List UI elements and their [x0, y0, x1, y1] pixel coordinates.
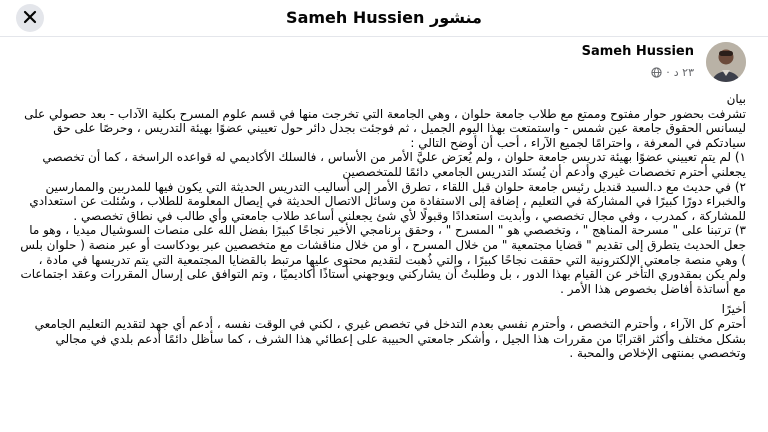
- post-paragraph: ٢) في حديث مع د.السيد قنديل رئيس جامعة حلوان قبل اللقاء ، تطرق الأمر إلى أساليب التدريس الحديثة التي يكون فيها للمدربين والممارسين والخبراء دورًا كبيرًا في المشاركة في التعليم ، إضافة إلى الاستفادة من وسائل الاتصال الحديثة في إيصال المعلومة للطلاب ، وسُئلت عن استعدادي للمشاركة ، كمدرب ، وفي مجال تخصصي ، وأبديت استعدادًا وقبولًا لأي شئ يجعلني أساعد طلاب جامعتي وأي طالب في نطاق تخصصي .: [29, 179, 746, 223]
- post-paragraph: ١) لم يتم تعييني عضوًا بهيئة تدريس جامعة حلوان ، ولم يُعرَض عليَّ الأمر من الأساس ، فالسلك الأكاديمي له قواعده الراسخة ، كما أن تخصصي يجعلني أحترم تخصصات غيري وأدعم أن يُسنَد التدريس الجامعي دائمًا للمتخصصين: [42, 150, 746, 179]
- globe-icon: [651, 63, 662, 82]
- post-meta: [651, 63, 694, 82]
- close-icon: [23, 9, 37, 28]
- post-text: [18, 92, 746, 361]
- post-time[interactable]: ٢٣ د: [673, 66, 694, 79]
- avatar[interactable]: [706, 42, 746, 82]
- post-paragraph: تشرفت بحضور حوار مفتوح وممتع مع طلاب جامعة حلوان ، وهي الجامعة التي تخرجت منها في قسم علوم المسرح بكلية الآداب - بعد حصولي على ليسانس الحقوق جامعة عين شمس - واستمتعت بهذا اليوم الجميل ، ثم فوجئت بجدل دائر حول تعييني عضوًا بهيئة التدريس ، وحرصًا على حق سيادتكم في المعرفة ، واحترامًا لجميع الآراء ، أحب أن أوضح التالي :: [24, 106, 746, 150]
- post-header: [446, 42, 746, 86]
- post-paragraph: أخيرًا: [721, 302, 746, 317]
- meta-separator: ·: [666, 66, 670, 79]
- page-title: منشور Sameh Hussien: [286, 8, 482, 27]
- close-button[interactable]: [16, 4, 44, 32]
- top-bar: [0, 0, 768, 37]
- author-name[interactable]: Sameh Hussien: [581, 44, 694, 59]
- post-paragraph: ٣) ترتبنا على " مسرحة المناهج " ، وتخصصي هو " المسرح " ، وحقق برنامجي الأخير نجاحًا كبيرًا بفضل الله على منصات السوشيال ميديا ، وهو ما جعل الحديث يتطرق إلى تقديم " قضايا مجتمعية " من خلال المسرح ، أو من خلال مناقشات مع متخصصين عبر بودكاست أو عبر منصة ( حلوان بلس ) وهي منصة جامعتي الإلكترونية التي حققت نجاحًا كبيرًا ، والتي ذُهبت لتقديم محتوى عليها مرتبط بالقضايا المجتمعية التي يتم تدريسها في مادة ، ولم يكن بمقدوري التأخر عن القيام بهذا الدور ، بل وطلبتُ أن يشاركني ويوجهني أستاذًا أكاديميًا ، وتم التوافق على إرسال المقررات وعقد اجتماعات مع أساتذة أفاضل بخصوص هذا الأمر .: [20, 223, 746, 296]
- post-paragraph: بيان: [726, 92, 746, 106]
- post-paragraph: أحترم كل الآراء ، وأحترم التخصص ، وأحترم نفسي بعدم التدخل في تخصص غيري ، لكني في الوقت نفسه ، أدعم أي جهد لتقديم التعليم الجامعي بشكل مختلف وأكثر اقترابًا من مقررات هذا الجيل ، وأشكر جامعتي الحبيبة على إعطائي هذا الشرف ، كما سأظل دائمًا أدعم بلدي في مجالي وتخصصي بمنتهى الإخلاص والمحبة .: [34, 316, 746, 361]
